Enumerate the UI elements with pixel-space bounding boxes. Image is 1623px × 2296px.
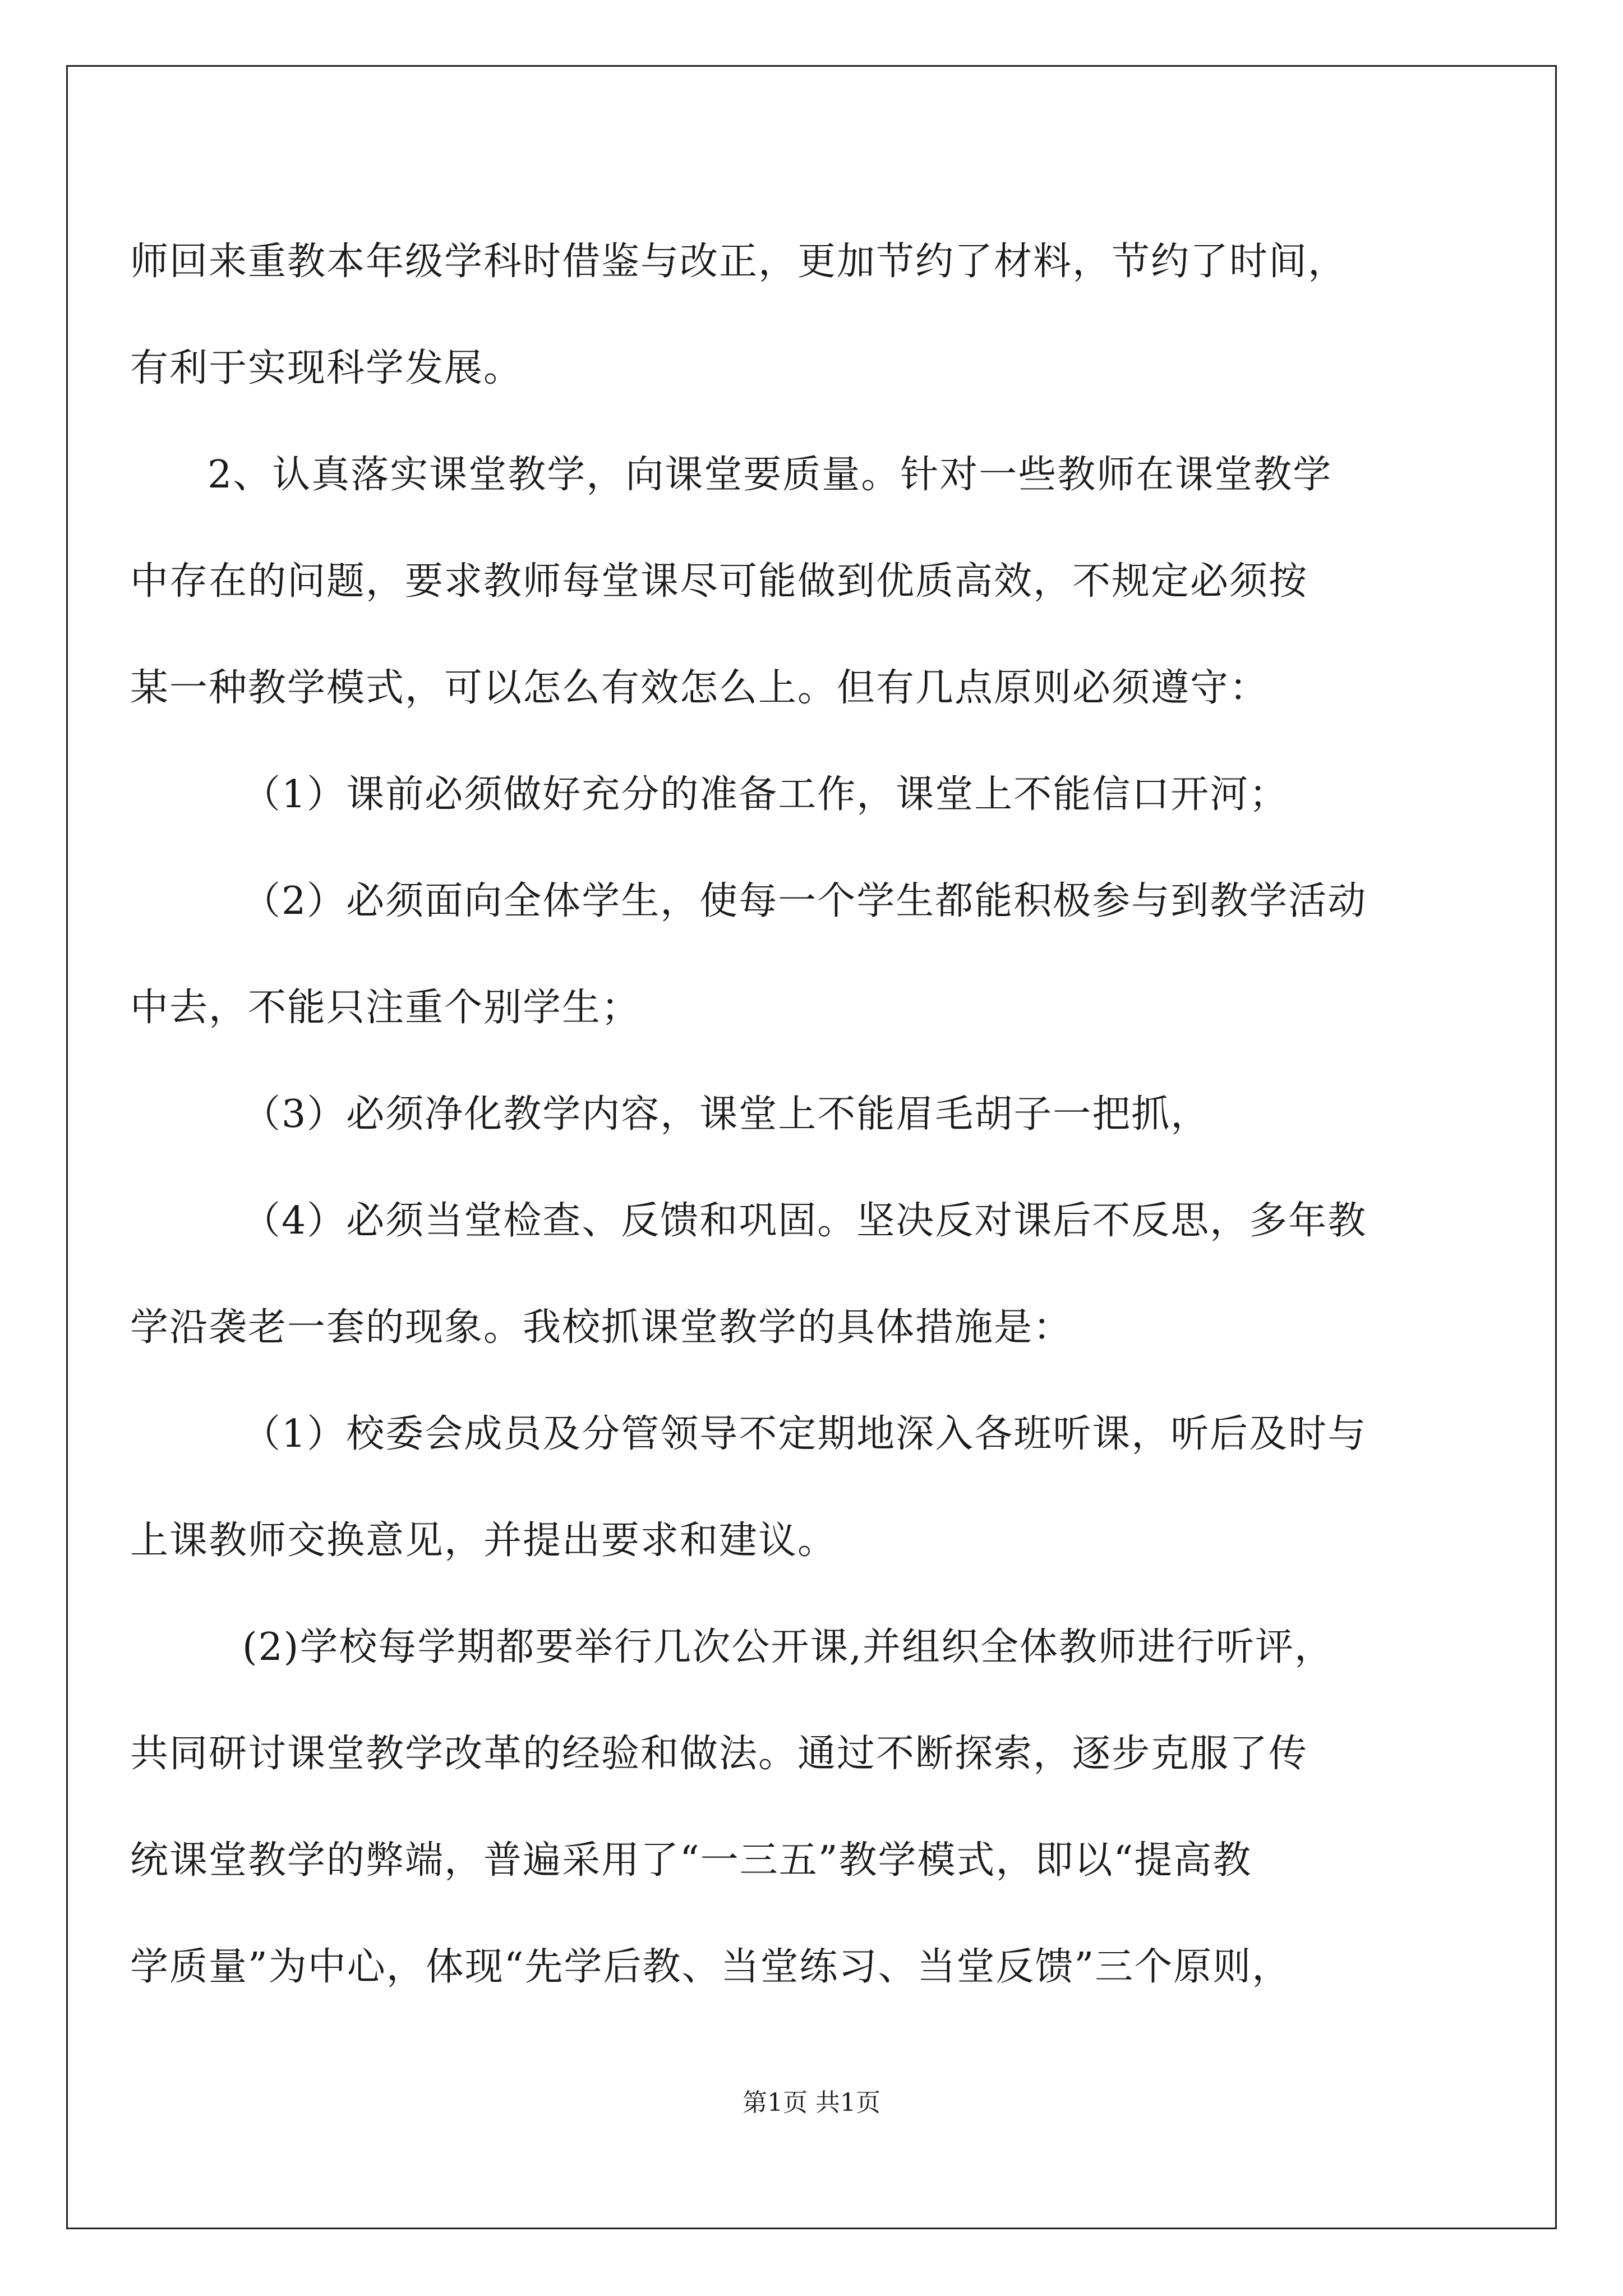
page-footer: 第1页 共1页	[743, 2088, 880, 2117]
text-line: 师回来重教本年级学科时借鉴与改正，更加节约了材料，节约了时间，	[130, 240, 1348, 284]
document-body	[130, 209, 1429, 2021]
text-line: 学沿袭老一套的现象。我校抓课堂教学的具体措施是：	[130, 1305, 1073, 1350]
text-line: （2）必须面向全体学生，使每一个学生都能积极参与到教学活动	[242, 879, 1367, 923]
text-line: 统课堂教学的弊端，普遍采用了“一三五”教学模式，即以“提高教	[130, 1838, 1252, 1883]
text-line: 学质量”为中心，体现“先学后教、当堂练习、当堂反馈”三个原则，	[130, 1945, 1292, 1989]
text-line: 共同研讨课堂教学改革的经验和做法。通过不断探索，逐步克服了传	[130, 1732, 1308, 1776]
text-line: 中去，不能只注重个别学生；	[130, 986, 641, 1030]
text-line: （1）校委会成员及分管领导不定期地深入各班听课，听后及时与	[242, 1412, 1367, 1456]
text-line: 2、认真落实课堂教学，向课堂要质量。针对一些教师在课堂教学	[208, 453, 1332, 497]
text-line: 有利于实现科学发展。	[130, 346, 523, 390]
text-line: 某一种教学模式，可以怎么有效怎么上。但有几点原则必须遵守：	[130, 666, 1269, 710]
text-line: 中存在的问题，要求教师每堂课尽可能做到优质高效，不规定必须按	[130, 559, 1308, 604]
text-line: （4）必须当堂检查、反馈和巩固。坚决反对课后不反思，多年教	[242, 1199, 1367, 1243]
text-line: （3）必须净化教学内容，课堂上不能眉毛胡子一把抓，	[242, 1092, 1210, 1137]
text-line: 上课教师交换意见，并提出要求和建议。	[130, 1519, 837, 1563]
text-line: （1）课前必须做好充分的准备工作，课堂上不能信口开河；	[242, 772, 1289, 817]
text-line: (2)学校每学期都要举行几次公开课,并组织全体教师进行听评，	[242, 1625, 1334, 1669]
